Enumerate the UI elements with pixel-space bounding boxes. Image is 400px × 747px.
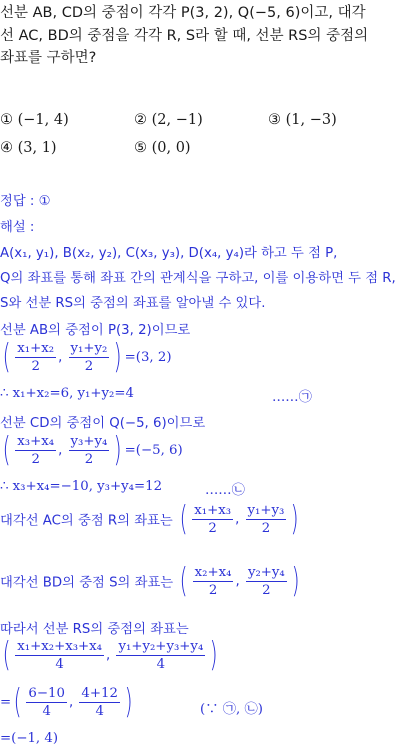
cd-midpoint-text: 선분 CD의 중점이 Q(−5, 6)이므로 [0, 416, 206, 431]
answer-line: 정답 : ① [0, 194, 51, 209]
equation-1: ( $\frac{\text{x₁+x₂}}{2}$ , $\frac{\text{y₁+y₂}}{2}$ ) =(3, 2) [2, 337, 172, 377]
question-line: 좌표를 구하면? [0, 50, 97, 66]
explanation-label: 해설 : [0, 220, 35, 235]
equation-numeric: = ( $\frac{6-10}{4}$ , $\frac{4+12}{4}$ ) [0, 682, 133, 722]
choice-1[interactable]: ① (−1, 4) [0, 112, 69, 128]
ab-midpoint-text: 선분 AB의 중점이 P(3, 2)이므로 [0, 323, 191, 338]
choice-4[interactable]: ④ (3, 1) [0, 140, 57, 156]
final-answer: =(−1, 4) [0, 731, 59, 746]
choice-5[interactable]: ⑤ (0, 0) [134, 140, 191, 156]
tag-2: ……㉡ [205, 483, 245, 498]
result-2: ∴ x₃+x₄=−10, y₃+y₄=12 [0, 479, 163, 494]
equation-rs: ( $\frac{\text{x₁+x₂+x₃+x₄}}{4}$ , $\frac{\text{y₁+y₂+y₃+y₄}}{4}$ ) [2, 635, 218, 675]
intro-line: A(x₁, y₁), B(x₂, y₂), C(x₃, y₃), D(x₄, y₄)라 하고 두 점 P, [0, 246, 338, 261]
result-1: ∴ x₁+x₂=6, y₁+y₂=4 [0, 386, 134, 401]
tag-1: ……㉠ [272, 390, 312, 405]
equation-2: ( $\frac{\text{x₃+x₄}}{2}$ , $\frac{\text{y₃+y₄}}{2}$ ) =(−5, 6) [2, 430, 183, 470]
rs-midpoint-text: 따라서 선분 RS의 중점의 좌표는 [0, 622, 189, 637]
question-line: 선분 AB, CD의 중점이 각각 P(3, 2), Q(−5, 6)이고, 대각 [0, 5, 366, 21]
question-line: 선 AC, BD의 중점을 각각 R, S라 할 때, 선분 RS의 중점의 [0, 27, 369, 44]
intro-line: S와 선분 RS의 중점의 좌표를 알아낼 수 있다. [0, 296, 266, 311]
r-coordinates: 대각선 AC의 중점 R의 좌표는 ( $\frac{\text{x₁+x₃}}{2}$ , $\frac{\text{y₁+y₃}}{2}$ ) [0, 499, 299, 539]
choice-3[interactable]: ③ (1, −3) [268, 112, 337, 128]
choice-2[interactable]: ② (2, −1) [134, 112, 203, 128]
intro-line: Q의 좌표를 통해 좌표 간의 관계식을 구하고, 이를 이용하면 두 점 R, [0, 271, 396, 286]
s-coordinates: 대각선 BD의 중점 S의 좌표는 ( $\frac{\text{x₂+x₄}}{2}$ , $\frac{\text{y₂+y₄}}{2}$ ) [0, 561, 300, 601]
question-text [0, 2, 400, 70]
because-note: (∵ ㉠, ㉡) [200, 702, 263, 717]
